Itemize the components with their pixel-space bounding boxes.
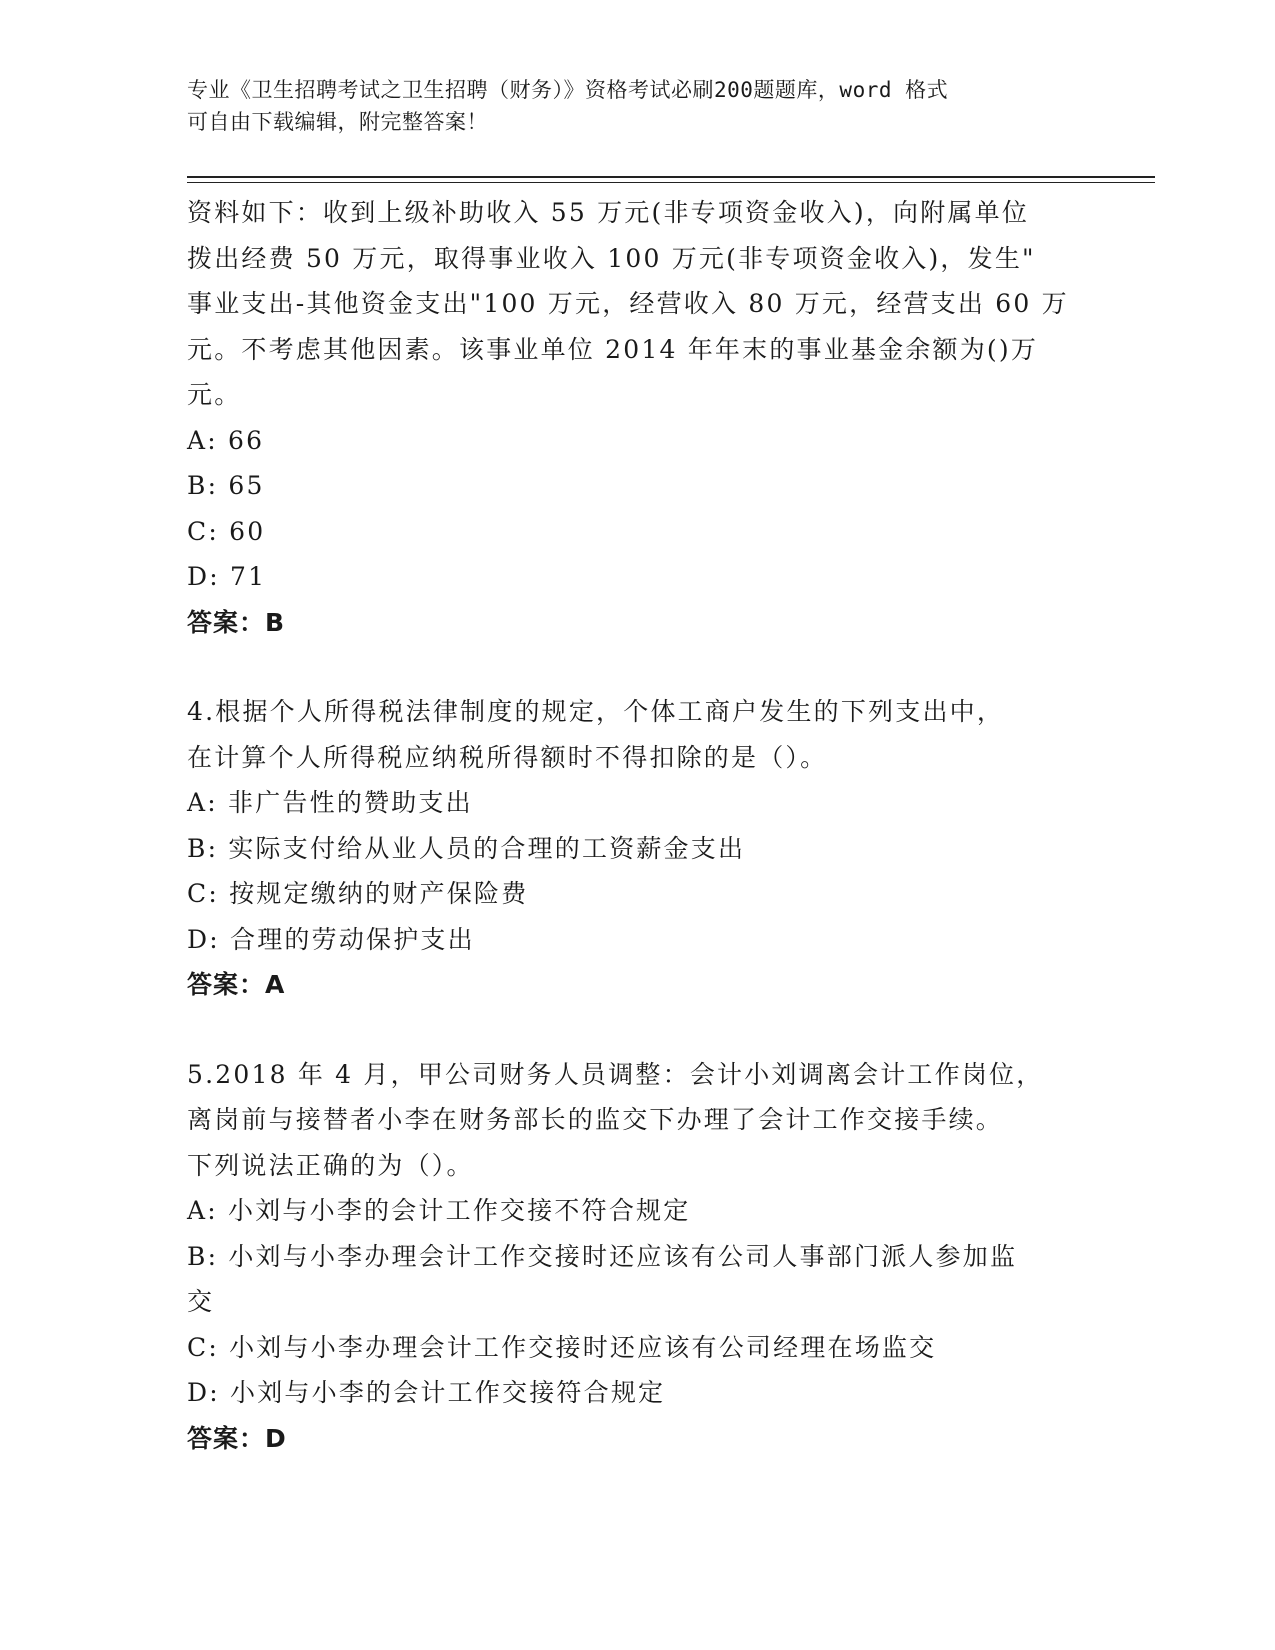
question-spacer bbox=[187, 645, 1087, 689]
option-a: A: 小刘与小李的会计工作交接不符合规定 bbox=[187, 1196, 691, 1225]
answer-label: 答案：B bbox=[187, 607, 286, 637]
answer-label: 答案：D bbox=[187, 1423, 287, 1453]
question-5 bbox=[187, 1052, 1087, 1462]
option-b-continued: 交 bbox=[187, 1287, 215, 1316]
question-text-line: 事业支出-其他资金支出"100 万元，经营收入 80 万元，经营支出 60 万 bbox=[187, 289, 1069, 318]
header-line-1: 专业《卫生招聘考试之卫生招聘（财务）》资格考试必刷200题题库，word 格式 bbox=[187, 78, 949, 102]
option-b: B: 小刘与小李办理会计工作交接时还应该有公司人事部门派人参加监 bbox=[187, 1241, 1018, 1271]
question-text-line: 5.2018 年 4 月，甲公司财务人员调整：会计小刘调离会计工作岗位， bbox=[187, 1059, 1044, 1089]
question-text-line: 元。 bbox=[187, 380, 242, 409]
option-c: C: 小刘与小李办理会计工作交接时还应该有公司经理在场监交 bbox=[187, 1332, 937, 1362]
option-a: A: 66 bbox=[187, 425, 265, 455]
option-d: D: 小刘与小李的会计工作交接符合规定 bbox=[187, 1378, 666, 1407]
question-text-line: 元。不考虑其他因素。该事业单位 2014 年年末的事业基金余额为()万 bbox=[187, 334, 1039, 364]
header-line-2: 可自由下载编辑，附完整答案！ bbox=[187, 110, 488, 134]
question-list bbox=[187, 190, 1087, 1461]
document-header bbox=[187, 74, 1087, 138]
question-text-line: 拨出经费 50 万元，取得事业收入 100 万元(非专项资金收入)，发生" bbox=[187, 243, 1036, 273]
option-d: D: 71 bbox=[187, 562, 267, 591]
question-4 bbox=[187, 689, 1087, 1008]
question-text-line: 在计算个人所得税应纳税所得额时不得扣除的是（）。 bbox=[187, 742, 828, 772]
option-b: B: 65 bbox=[187, 471, 265, 500]
question-text-line: 下列说法正确的为（）。 bbox=[187, 1150, 474, 1180]
option-c: C: 按规定缴纳的财产保险费 bbox=[187, 879, 529, 908]
question-text-line: 4.根据个人所得税法律制度的规定，个体工商户发生的下列支出中， bbox=[187, 697, 1005, 726]
header-divider-thin bbox=[187, 182, 1155, 183]
header-divider-thick bbox=[187, 176, 1155, 178]
option-d: D: 合理的劳动保护支出 bbox=[187, 924, 475, 954]
option-c: C: 60 bbox=[187, 516, 266, 546]
option-b: B: 实际支付给从业人员的合理的工资薪金支出 bbox=[187, 833, 746, 863]
option-a: A: 非广告性的赞助支出 bbox=[187, 788, 473, 817]
question-text-line: 离岗前与接替者小李在财务部长的监交下办理了会计工作交接手续。 bbox=[187, 1105, 1004, 1134]
question-text-line: 资料如下：收到上级补助收入 55 万元(非专项资金收入)，向附属单位 bbox=[187, 198, 1030, 227]
question-spacer bbox=[187, 1008, 1087, 1052]
question-3 bbox=[187, 190, 1087, 645]
answer-label: 答案：A bbox=[187, 970, 286, 999]
